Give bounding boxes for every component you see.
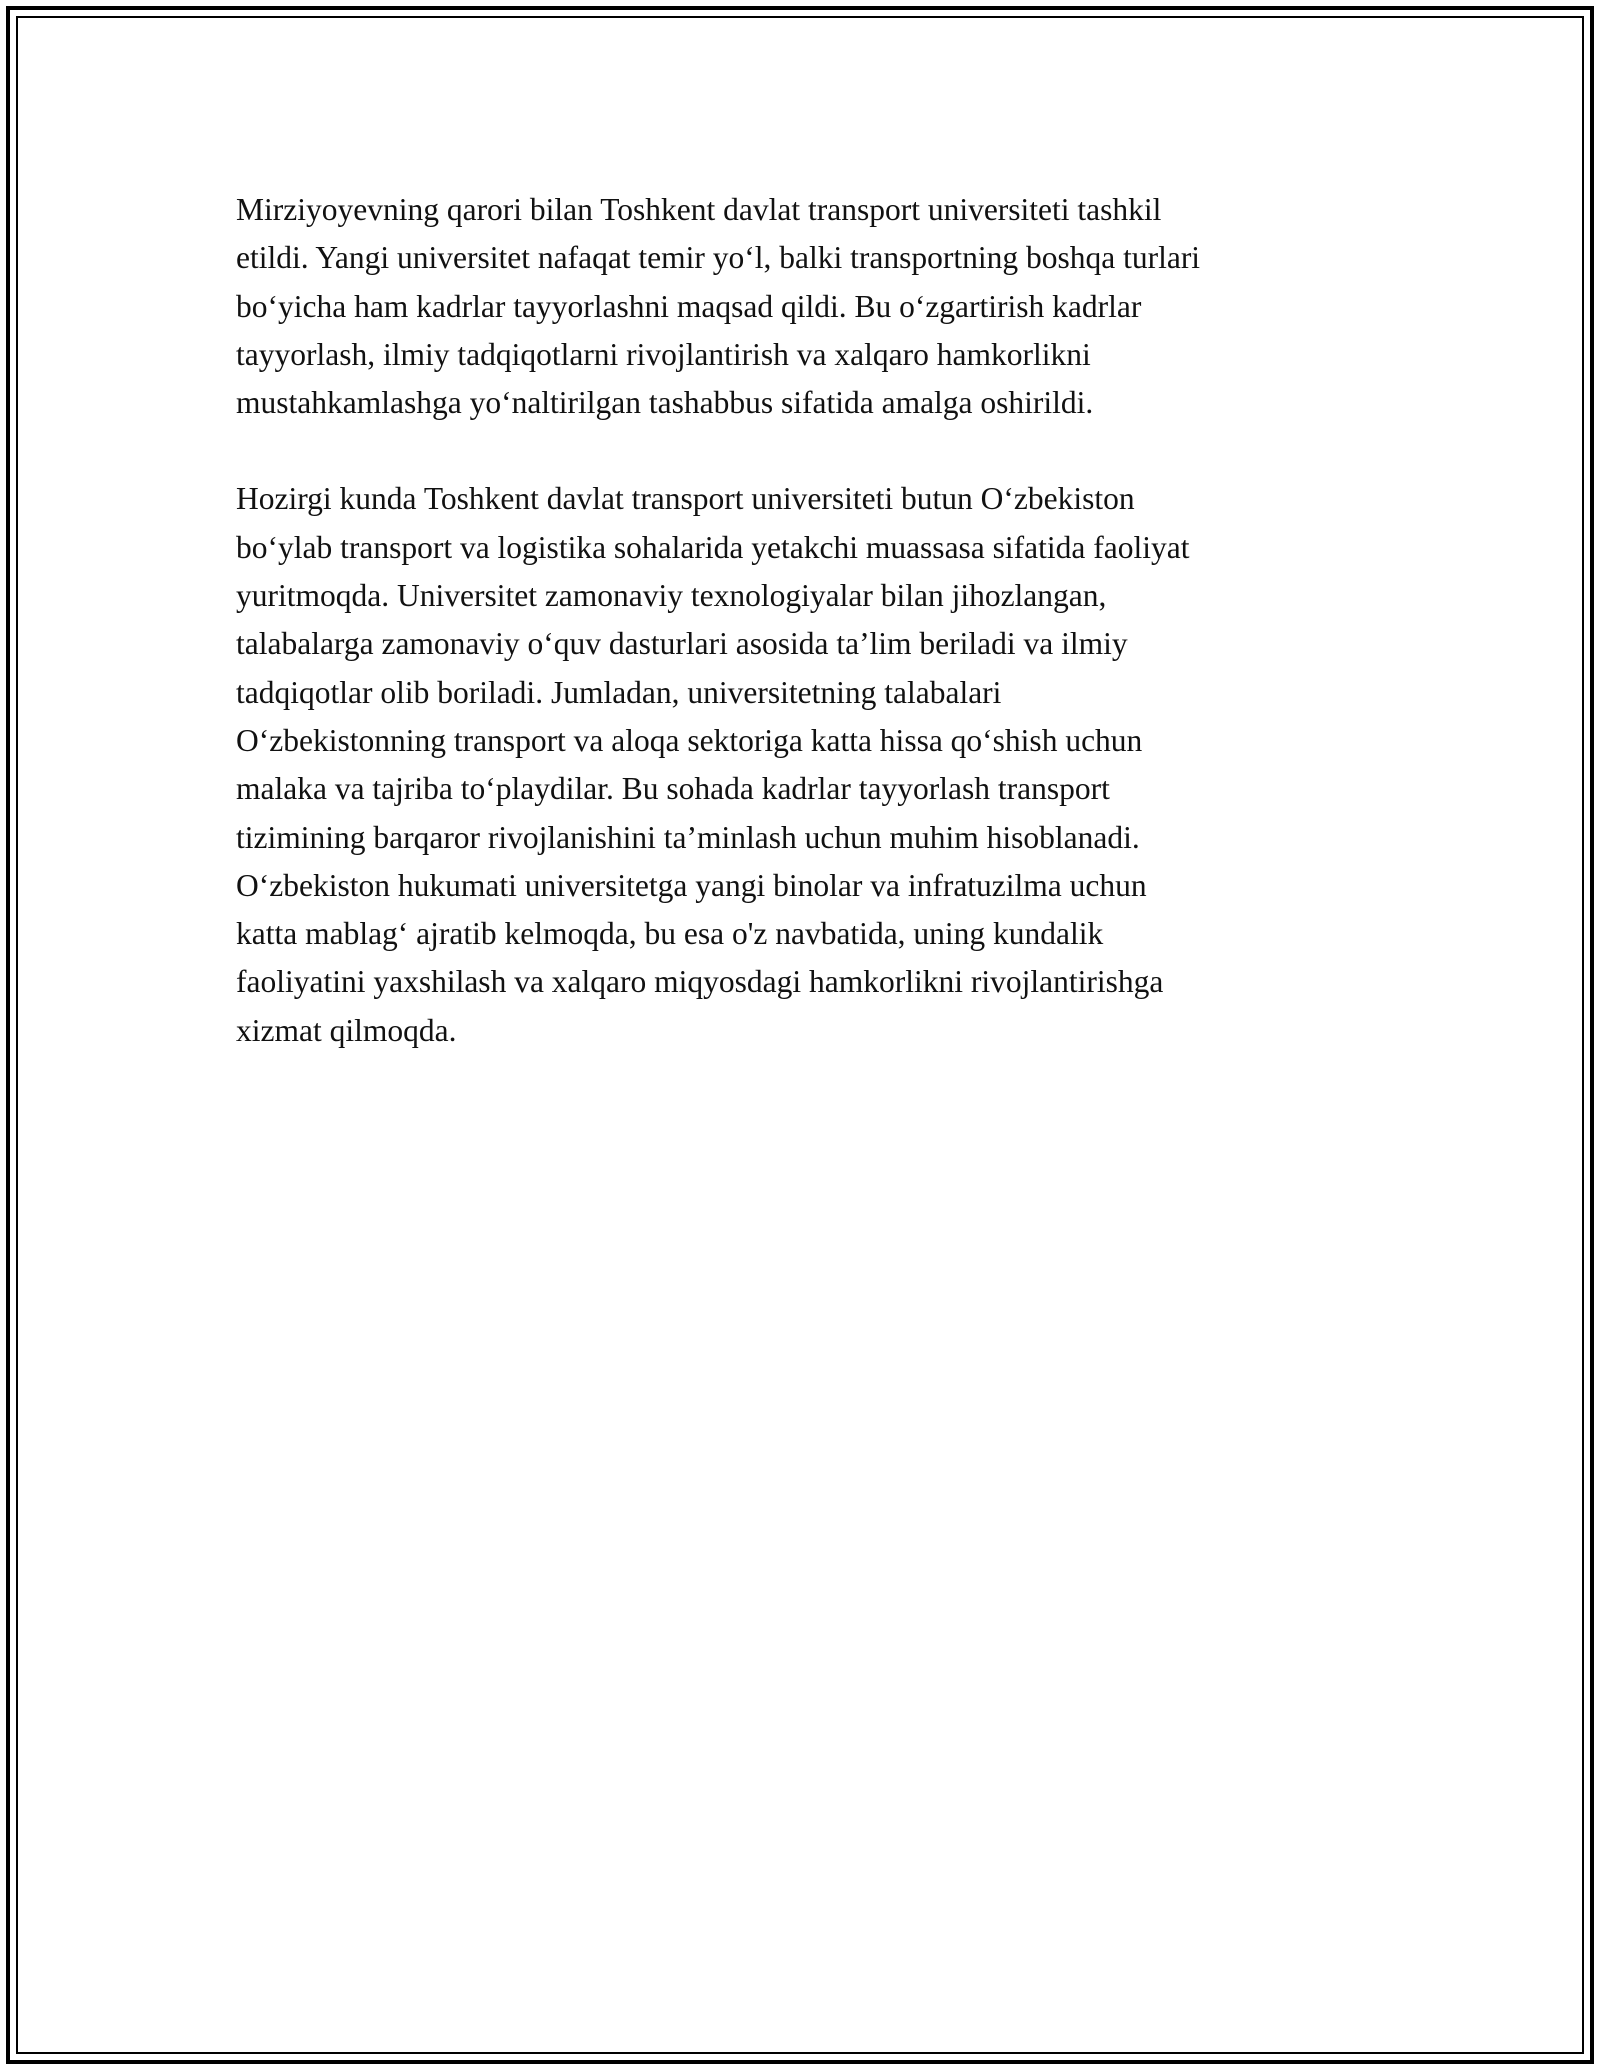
paragraph-line: tizimining barqaror rivojlanishini ta’minlash uchun muhim hisoblanadi. bbox=[236, 819, 1140, 855]
paragraph-line: Hozirgi kunda Toshkent davlat transport universiteti butun O‘zbekiston bbox=[236, 481, 1135, 517]
paragraph-line: O‘zbekistonning transport va aloqa sektoriga katta hissa qo‘shish uchun bbox=[236, 722, 1143, 758]
paragraph-line: katta mablag‘ ajratib kelmoqda, bu esa o'z navbatida, uning kundalik bbox=[236, 916, 1104, 952]
paragraph-1 bbox=[236, 186, 1366, 427]
paragraph-line: bo‘ylab transport va logistika sohalarida yetakchi muassasa sifatida faoliyat bbox=[236, 529, 1190, 565]
paragraph-line: bo‘yicha ham kadrlar tayyorlashni maqsad qildi. Bu o‘zgartirish kadrlar bbox=[236, 288, 1142, 324]
paragraph-line: tayyorlash, ilmiy tadqiqotlarni rivojlantirish va xalqaro hamkorlikni bbox=[236, 336, 1091, 372]
paragraph-line: Mirziyoyevning qarori bilan Toshkent davlat transport universiteti tashkil bbox=[236, 192, 1162, 227]
paragraph-line: etildi. Yangi universitet nafaqat temir yo‘l, balki transportning boshqa turlari bbox=[236, 240, 1201, 276]
paragraph-line: mustahkamlashga yo‘naltirilgan tashabbus sifatida amalga oshirildi. bbox=[236, 385, 1094, 421]
document-body bbox=[236, 186, 1366, 1103]
paragraph-line: yuritmoqda. Universitet zamonaviy texnologiyalar bilan jihozlangan, bbox=[236, 578, 1107, 614]
paragraph-line: talabalarga zamonaviy o‘quv dasturlari asosida ta’lim beriladi va ilmiy bbox=[236, 626, 1128, 662]
paragraph-line: tadqiqotlar olib boriladi. Jumladan, universitetning talabalari bbox=[236, 674, 1002, 710]
paragraph-line: malaka va tajriba to‘playdilar. Bu sohada kadrlar tayyorlash transport bbox=[236, 771, 1110, 807]
paragraph-line: O‘zbekiston hukumati universitetga yangi binolar va infratuzilma uchun bbox=[236, 867, 1147, 903]
paragraph-line: faoliyatini yaxshilash va xalqaro miqyosdagi hamkorlikni rivojlantirishga bbox=[236, 964, 1164, 1000]
paragraph-line: xizmat qilmoqda. bbox=[236, 1012, 457, 1048]
paragraph-2 bbox=[236, 475, 1366, 1055]
